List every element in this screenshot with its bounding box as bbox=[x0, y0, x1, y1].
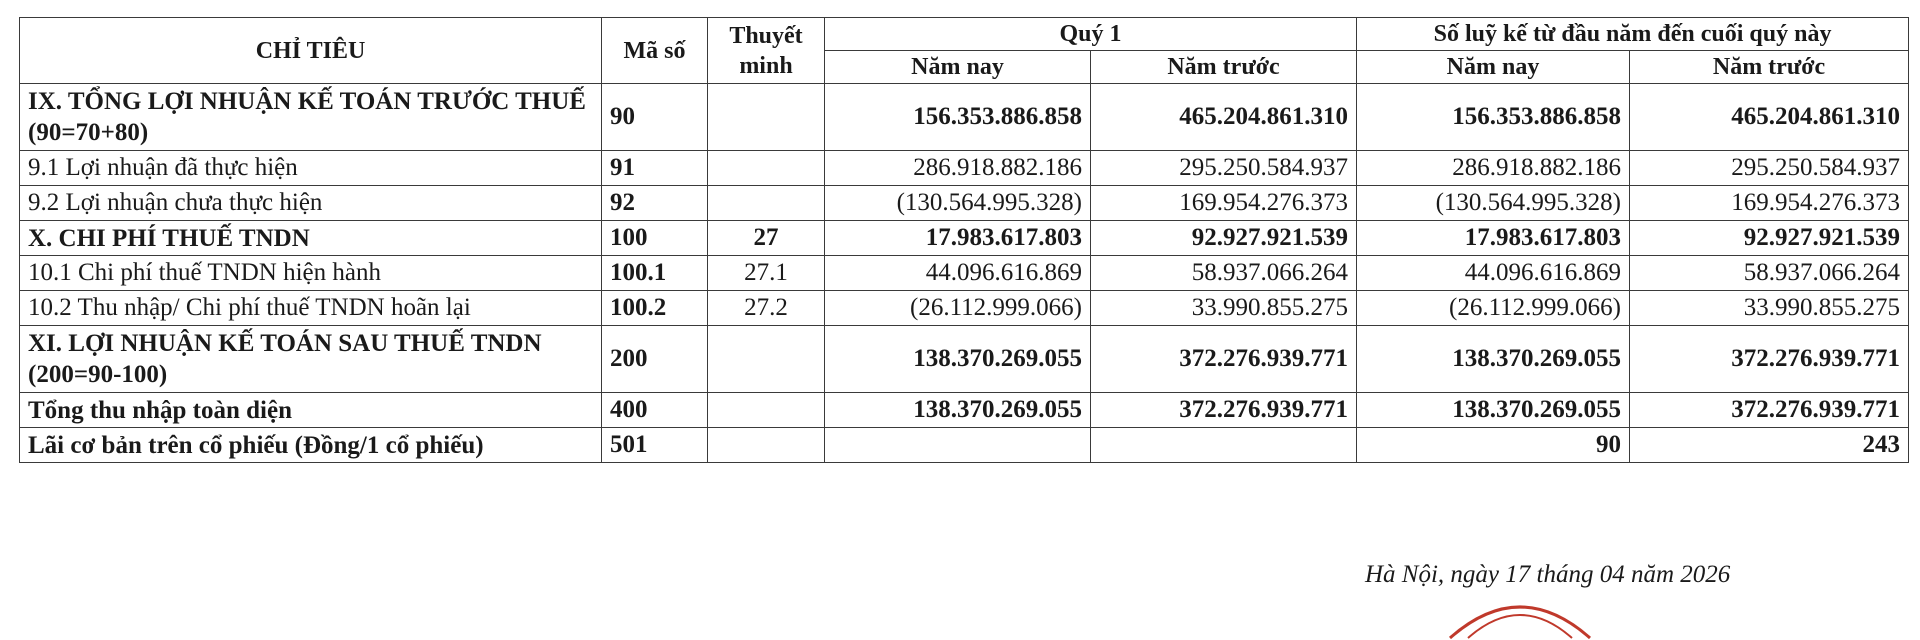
row-quy-nam-nay: (26.112.999.066) bbox=[825, 291, 1091, 326]
row-code: 100.1 bbox=[602, 256, 708, 291]
row-label: Tổng thu nhập toàn diện bbox=[20, 393, 602, 428]
row-quy-nam-truoc: 33.990.855.275 bbox=[1091, 291, 1357, 326]
row-quy-nam-nay: 138.370.269.055 bbox=[825, 393, 1091, 428]
row-luy-ke-nam-nay: (26.112.999.066) bbox=[1357, 291, 1630, 326]
row-label: X. CHI PHÍ THUẾ TNDN bbox=[20, 221, 602, 256]
row-note: 27.2 bbox=[708, 291, 825, 326]
row-luy-ke-nam-nay: 138.370.269.055 bbox=[1357, 393, 1630, 428]
row-quy-nam-nay: (130.564.995.328) bbox=[825, 186, 1091, 221]
row-quy-nam-truoc: 465.204.861.310 bbox=[1091, 84, 1357, 151]
header-thuyet-minh: Thuyết minh bbox=[708, 18, 825, 84]
row-label: 9.1 Lợi nhuận đã thực hiện bbox=[20, 151, 602, 186]
row-luy-ke-nam-nay: (130.564.995.328) bbox=[1357, 186, 1630, 221]
row-quy-nam-nay: 286.918.882.186 bbox=[825, 151, 1091, 186]
row-note bbox=[708, 326, 825, 393]
row-label: 9.2 Lợi nhuận chưa thực hiện bbox=[20, 186, 602, 221]
row-luy-ke-nam-nay: 90 bbox=[1357, 428, 1630, 463]
row-quy-nam-truoc: 169.954.276.373 bbox=[1091, 186, 1357, 221]
table-row bbox=[20, 221, 1909, 256]
row-luy-ke-nam-truoc: 92.927.921.539 bbox=[1630, 221, 1909, 256]
table-row bbox=[20, 84, 1909, 151]
row-quy-nam-truoc: 92.927.921.539 bbox=[1091, 221, 1357, 256]
table-row bbox=[20, 291, 1909, 326]
row-note bbox=[708, 151, 825, 186]
row-label: 10.2 Thu nhập/ Chi phí thuế TNDN hoãn lại bbox=[20, 291, 602, 326]
row-quy-nam-nay: 156.353.886.858 bbox=[825, 84, 1091, 151]
row-code: 100 bbox=[602, 221, 708, 256]
row-quy-nam-truoc: 295.250.584.937 bbox=[1091, 151, 1357, 186]
row-quy-nam-nay: 44.096.616.869 bbox=[825, 256, 1091, 291]
row-quy-nam-nay bbox=[825, 428, 1091, 463]
row-note bbox=[708, 84, 825, 151]
row-luy-ke-nam-nay: 138.370.269.055 bbox=[1357, 326, 1630, 393]
row-quy-nam-truoc bbox=[1091, 428, 1357, 463]
header-luy-ke-nam-nay: Năm nay bbox=[1357, 51, 1630, 84]
header-chi-tieu: CHỈ TIÊU bbox=[20, 18, 602, 84]
row-code: 92 bbox=[602, 186, 708, 221]
row-luy-ke-nam-truoc: 372.276.939.771 bbox=[1630, 393, 1909, 428]
place-date: Hà Nội, ngày 17 tháng 04 năm 2026 bbox=[1365, 561, 1731, 588]
row-quy-nam-truoc: 58.937.066.264 bbox=[1091, 256, 1357, 291]
row-quy-nam-truoc: 372.276.939.771 bbox=[1091, 326, 1357, 393]
row-quy-nam-nay: 17.983.617.803 bbox=[825, 221, 1091, 256]
header-ma-so: Mã số bbox=[602, 18, 708, 84]
table-row bbox=[20, 326, 1909, 393]
row-luy-ke-nam-truoc: 295.250.584.937 bbox=[1630, 151, 1909, 186]
row-luy-ke-nam-nay: 17.983.617.803 bbox=[1357, 221, 1630, 256]
row-luy-ke-nam-truoc: 243 bbox=[1630, 428, 1909, 463]
table-row bbox=[20, 256, 1909, 291]
table-row bbox=[20, 186, 1909, 221]
row-luy-ke-nam-truoc: 33.990.855.275 bbox=[1630, 291, 1909, 326]
row-code: 400 bbox=[602, 393, 708, 428]
row-luy-ke-nam-truoc: 169.954.276.373 bbox=[1630, 186, 1909, 221]
company-seal-icon bbox=[1440, 580, 1600, 640]
row-note: 27.1 bbox=[708, 256, 825, 291]
row-note bbox=[708, 186, 825, 221]
row-code: 200 bbox=[602, 326, 708, 393]
row-label: 10.1 Chi phí thuế TNDN hiện hành bbox=[20, 256, 602, 291]
table-row bbox=[20, 393, 1909, 428]
header-luy-ke-nam-truoc: Năm trước bbox=[1630, 51, 1909, 84]
row-luy-ke-nam-nay: 156.353.886.858 bbox=[1357, 84, 1630, 151]
row-luy-ke-nam-nay: 44.096.616.869 bbox=[1357, 256, 1630, 291]
row-code: 501 bbox=[602, 428, 708, 463]
row-note bbox=[708, 428, 825, 463]
row-luy-ke-nam-truoc: 372.276.939.771 bbox=[1630, 326, 1909, 393]
income-statement-table bbox=[19, 17, 1909, 463]
table-row bbox=[20, 151, 1909, 186]
header-luy-ke: Số luỹ kế từ đầu năm đến cuối quý này bbox=[1357, 18, 1909, 51]
row-label: IX. TỔNG LỢI NHUẬN KẾ TOÁN TRƯỚC THUẾ (90=70+80) bbox=[20, 84, 602, 151]
row-note bbox=[708, 393, 825, 428]
row-label: XI. LỢI NHUẬN KẾ TOÁN SAU THUẾ TNDN (200=90-100) bbox=[20, 326, 602, 393]
row-luy-ke-nam-truoc: 465.204.861.310 bbox=[1630, 84, 1909, 151]
row-quy-nam-nay: 138.370.269.055 bbox=[825, 326, 1091, 393]
table-row bbox=[20, 428, 1909, 463]
row-luy-ke-nam-nay: 286.918.882.186 bbox=[1357, 151, 1630, 186]
header-quy: Quý 1 bbox=[825, 18, 1357, 51]
header-quy-nam-truoc: Năm trước bbox=[1091, 51, 1357, 84]
row-code: 91 bbox=[602, 151, 708, 186]
row-luy-ke-nam-truoc: 58.937.066.264 bbox=[1630, 256, 1909, 291]
row-note: 27 bbox=[708, 221, 825, 256]
row-label: Lãi cơ bản trên cổ phiếu (Đồng/1 cổ phiếu) bbox=[20, 428, 602, 463]
row-code: 90 bbox=[602, 84, 708, 151]
row-code: 100.2 bbox=[602, 291, 708, 326]
row-quy-nam-truoc: 372.276.939.771 bbox=[1091, 393, 1357, 428]
header-quy-nam-nay: Năm nay bbox=[825, 51, 1091, 84]
